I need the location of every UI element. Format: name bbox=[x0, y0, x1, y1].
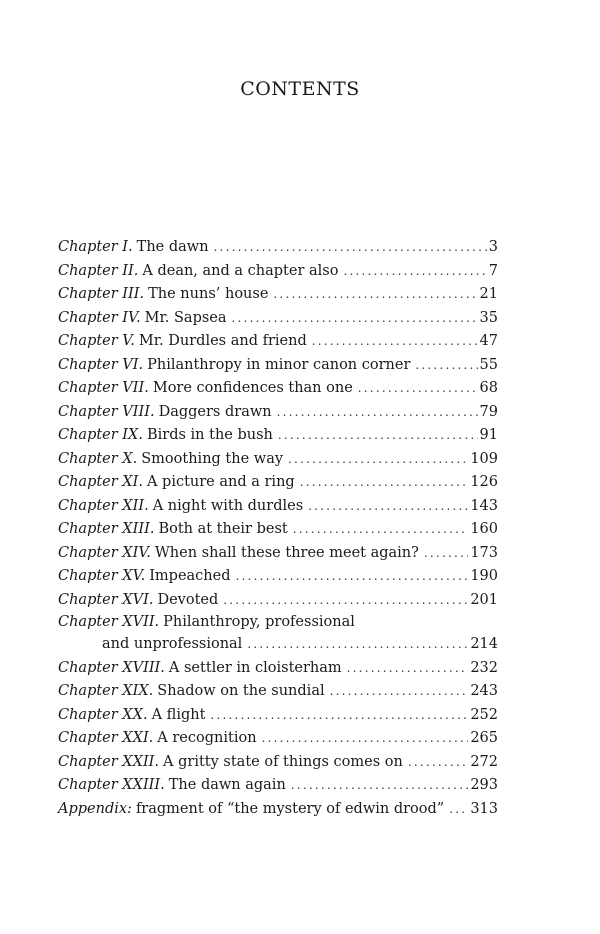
entry-page: 160 bbox=[470, 521, 498, 537]
entry-title: A dean, and a chapter also bbox=[142, 262, 339, 279]
entry-page: 68 bbox=[479, 380, 498, 396]
entry-page: 47 bbox=[479, 333, 498, 349]
entry-label: Chapter XX. bbox=[58, 706, 148, 723]
entry-page: 126 bbox=[470, 474, 498, 490]
entry-label: Chapter XVIII. bbox=[58, 659, 165, 676]
toc-entry bbox=[58, 589, 498, 613]
dot-leader bbox=[288, 448, 468, 472]
toc-entry-appendix bbox=[58, 798, 498, 822]
entry-label: Chapter VIII. bbox=[58, 403, 155, 420]
page-title: CONTENTS bbox=[240, 78, 360, 100]
entry-title: Impeached bbox=[149, 568, 231, 584]
toc-entry-continuation bbox=[58, 633, 498, 657]
dot-leader bbox=[293, 518, 469, 542]
entry-title: Smoothing the way bbox=[141, 450, 284, 467]
dot-leader bbox=[308, 495, 468, 519]
dot-leader bbox=[232, 307, 478, 331]
toc-entry bbox=[58, 495, 498, 519]
toc-entry bbox=[58, 774, 498, 798]
dot-leader bbox=[415, 354, 477, 378]
dot-leader bbox=[424, 542, 468, 566]
toc-entry bbox=[58, 680, 498, 704]
toc-entry bbox=[58, 612, 498, 633]
entry-title: The nuns’ house bbox=[148, 286, 269, 302]
toc-entry bbox=[58, 751, 498, 775]
entry-label: Chapter IX. bbox=[58, 427, 143, 443]
entry-label: Chapter XIII. bbox=[58, 521, 155, 537]
toc-entry bbox=[58, 330, 498, 354]
dot-leader bbox=[223, 589, 468, 613]
dot-leader bbox=[343, 260, 486, 284]
dot-leader bbox=[330, 680, 469, 704]
entry-title: Philanthropy in minor canon corner bbox=[147, 356, 411, 373]
entry-title: Shadow on the sundial bbox=[157, 683, 325, 699]
entry-label: Chapter XII. bbox=[58, 497, 149, 514]
toc-entry bbox=[58, 401, 498, 425]
entry-title: A settler in cloisterham bbox=[168, 659, 342, 676]
entry-label: Chapter VII. bbox=[58, 380, 149, 396]
entry-label: Chapter V. bbox=[58, 333, 135, 349]
entry-title: Mr. Sapsea bbox=[144, 309, 227, 326]
toc-entry bbox=[58, 377, 498, 401]
dot-leader bbox=[408, 751, 468, 775]
entry-label: Chapter XV. bbox=[58, 568, 146, 584]
entry-page: 109 bbox=[470, 450, 498, 467]
entry-title: Birds in the bush bbox=[146, 427, 273, 443]
toc-entry bbox=[58, 424, 498, 448]
entry-label: Chapter III. bbox=[58, 286, 145, 302]
entry-label: Chapter XXIII. bbox=[58, 777, 165, 793]
dot-leader bbox=[449, 798, 468, 822]
entry-title: The dawn bbox=[136, 239, 209, 255]
entry-label: Chapter XXI. bbox=[58, 730, 154, 746]
toc-entry bbox=[58, 354, 498, 378]
dot-leader bbox=[236, 565, 469, 589]
entry-label: Chapter XVI. bbox=[58, 591, 154, 608]
dot-leader bbox=[347, 657, 469, 681]
entry-label: Appendix: bbox=[58, 800, 132, 817]
entry-label: Chapter XXII. bbox=[58, 753, 160, 770]
toc-entry bbox=[58, 236, 498, 260]
dot-leader bbox=[300, 471, 469, 495]
entry-page: 55 bbox=[479, 356, 498, 373]
entry-page: 35 bbox=[479, 309, 498, 326]
toc-entry bbox=[58, 260, 498, 284]
entry-title: A night with durdles bbox=[152, 497, 304, 514]
entry-title: Daggers drawn bbox=[158, 403, 272, 420]
dot-leader bbox=[262, 727, 469, 751]
entry-title: Devoted bbox=[157, 591, 219, 608]
entry-page: 243 bbox=[470, 683, 498, 699]
entry-title: A flight bbox=[151, 706, 206, 723]
entry-page: 79 bbox=[479, 403, 498, 420]
entry-page: 214 bbox=[470, 636, 498, 652]
entry-page: 252 bbox=[470, 706, 498, 723]
entry-title: Mr. Durdles and friend bbox=[138, 333, 307, 349]
dot-leader bbox=[214, 236, 487, 260]
entry-label: Chapter XIV. bbox=[58, 544, 151, 561]
entry-title: The dawn again bbox=[168, 777, 286, 793]
entry-title: Philanthropy, professional bbox=[163, 614, 355, 630]
entry-page: 190 bbox=[470, 568, 498, 584]
entry-page: 313 bbox=[470, 800, 498, 817]
dot-leader bbox=[247, 633, 468, 657]
entry-page: 232 bbox=[470, 659, 498, 676]
entry-page: 91 bbox=[479, 427, 498, 443]
entry-label: Chapter II. bbox=[58, 262, 139, 279]
table-of-contents bbox=[58, 236, 498, 821]
entry-label: Chapter X. bbox=[58, 450, 138, 467]
entry-page: 173 bbox=[470, 544, 498, 561]
entry-label: Chapter I. bbox=[58, 239, 133, 255]
entry-label: Chapter XI. bbox=[58, 474, 143, 490]
toc-entry bbox=[58, 307, 498, 331]
dot-leader bbox=[312, 330, 478, 354]
entry-page: 21 bbox=[479, 286, 498, 302]
toc-entry bbox=[58, 448, 498, 472]
dot-leader bbox=[291, 774, 469, 798]
entry-page: 201 bbox=[470, 591, 498, 608]
toc-entry bbox=[58, 542, 498, 566]
dot-leader bbox=[210, 704, 468, 728]
entry-title: Both at their best bbox=[158, 521, 288, 537]
toc-entry bbox=[58, 471, 498, 495]
dot-leader bbox=[273, 283, 477, 307]
entry-title-continuation: and unprofessional bbox=[102, 636, 243, 652]
dot-leader bbox=[358, 377, 478, 401]
entry-title: A gritty state of things comes on bbox=[163, 753, 403, 770]
entry-page: 143 bbox=[470, 497, 498, 514]
entry-page: 3 bbox=[488, 239, 498, 255]
dot-leader bbox=[278, 424, 478, 448]
entry-title: A recognition bbox=[157, 730, 257, 746]
toc-entry bbox=[58, 704, 498, 728]
entry-title: fragment of “the mystery of edwin drood” bbox=[135, 800, 445, 817]
toc-entry bbox=[58, 283, 498, 307]
entry-page: 265 bbox=[470, 730, 498, 746]
toc-entry bbox=[58, 657, 498, 681]
entry-label: Chapter VI. bbox=[58, 356, 144, 373]
entry-page: 7 bbox=[488, 262, 498, 279]
toc-entry bbox=[58, 565, 498, 589]
entry-title: A picture and a ring bbox=[146, 474, 295, 490]
entry-title: When shall these three meet again? bbox=[154, 544, 419, 561]
dot-leader bbox=[277, 401, 478, 425]
entry-label: Chapter XVII. bbox=[58, 614, 160, 630]
toc-entry bbox=[58, 727, 498, 751]
entry-label: Chapter IV. bbox=[58, 309, 141, 326]
toc-entry bbox=[58, 518, 498, 542]
entry-page: 272 bbox=[470, 753, 498, 770]
entry-label: Chapter XIX. bbox=[58, 683, 154, 699]
entry-page: 293 bbox=[470, 777, 498, 793]
entry-title: More confidences than one bbox=[152, 380, 353, 396]
